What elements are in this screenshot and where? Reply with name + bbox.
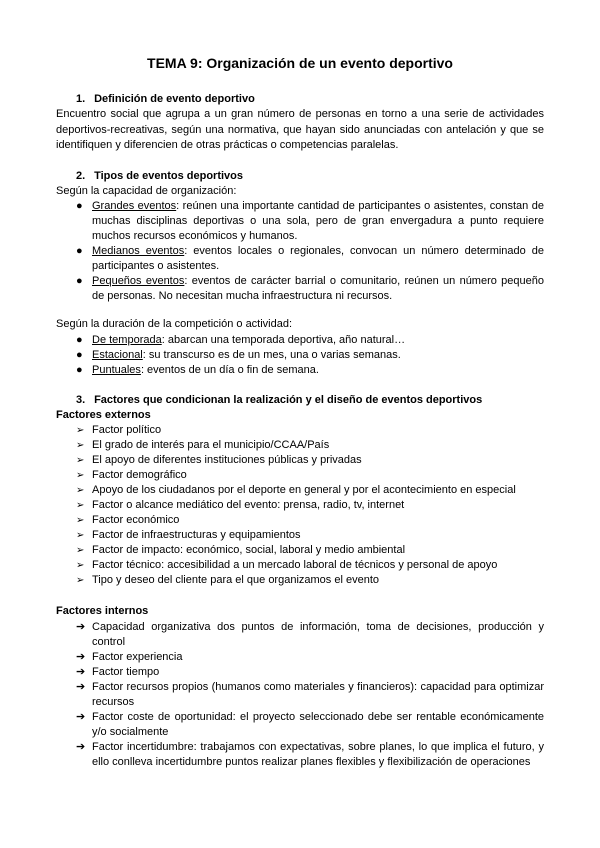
section-2-number: 2.	[76, 169, 86, 182]
list-item	[56, 333, 544, 348]
arrow-right-icon: ➔	[76, 665, 86, 678]
bullet-icon: ●	[76, 275, 83, 287]
list-item	[56, 558, 544, 573]
list-item	[56, 274, 544, 304]
list-item	[56, 348, 544, 363]
arrow-right-icon: ➔	[76, 680, 86, 693]
section-1-title: Definición de evento deportivo	[94, 93, 255, 105]
term: De temporada	[92, 333, 162, 346]
list-item	[56, 453, 544, 468]
bullet-icon: ●	[76, 200, 83, 212]
item-text: Capacidad organizativa dos puntos de información, toma de decisiones, producción y control	[92, 620, 544, 648]
section-1-number: 1.	[76, 93, 86, 105]
item-text: Factor recursos propios (humanos como materiales y financieros): capacidad para optimizar recursos	[92, 680, 544, 708]
org-list	[56, 199, 544, 304]
arrowhead-icon: ➢	[76, 455, 85, 466]
arrow-right-icon: ➔	[76, 710, 86, 723]
term: Pequeños eventos	[92, 275, 185, 287]
item-text: El apoyo de diferentes instituciones públicas y privadas	[92, 454, 362, 466]
list-item	[56, 620, 544, 650]
item-text: Factor o alcance mediático del evento: prensa, radio, tv, internet	[92, 499, 405, 511]
list-item	[56, 199, 544, 244]
arrowhead-icon: ➢	[76, 515, 85, 526]
list-item	[56, 543, 544, 558]
arrowhead-icon: ➢	[76, 530, 85, 541]
item-text: Factor de impacto: económico, social, laboral y medio ambiental	[92, 544, 406, 556]
org-intro: Según la capacidad de organización:	[56, 184, 237, 197]
arrowhead-icon: ➢	[76, 440, 85, 451]
arrowhead-icon: ➢	[76, 545, 85, 556]
section-1-definition: Encuentro social que agrupa a un gran número de personas en torno a una serie de actividades deportivos-recreativas, según una normativa, que hayan sido anunciadas con antelación y que se identifiquen y diferencien de otras prácticas o competencias paralelas.	[56, 108, 544, 151]
arrowhead-icon: ➢	[76, 575, 85, 586]
arrowhead-icon: ➢	[76, 560, 85, 571]
arrowhead-icon: ➢	[76, 485, 85, 496]
section-3-number: 3.	[76, 393, 86, 406]
external-factors-heading: Factores externos	[56, 408, 151, 421]
arrowhead-icon: ➢	[76, 500, 85, 511]
bullet-icon: ●	[76, 348, 83, 361]
item-text: Factor técnico: accesibilidad a un mercado laboral de técnicos y personal de apoyo	[92, 559, 498, 571]
external-factors-list	[56, 423, 544, 588]
list-item	[56, 244, 544, 274]
section-2-heading	[56, 170, 544, 182]
item-text: Factor económico	[92, 514, 180, 526]
arrow-right-icon: ➔	[76, 740, 86, 753]
term: Grandes eventos	[92, 200, 177, 212]
item-text: Factor incertidumbre: trabajamos con expectativas, sobre planes, lo que implica el futuro, y ello conlleva incertidumbre puntos realizar planes flexibles y flexibilización de operaciones	[92, 740, 544, 768]
arrow-right-icon: ➔	[76, 620, 86, 633]
item-text: El grado de interés para el municipio/CCAA/País	[92, 439, 330, 451]
duration-list	[56, 333, 544, 378]
description: : eventos locales o regionales, convocan un número determinado de participantes o asistentes.	[92, 245, 545, 272]
list-item	[56, 710, 544, 740]
section-3-title: Factores que condicionan la realización y el diseño de eventos deportivos	[94, 393, 483, 406]
section-3-heading	[56, 394, 544, 406]
list-item	[56, 363, 544, 378]
term: Puntuales	[92, 363, 141, 376]
item-text: Tipo y deseo del cliente para el que organizamos el evento	[92, 574, 379, 586]
list-item	[56, 483, 544, 498]
item-text: Apoyo de los ciudadanos por el deporte en general y por el acontecimiento en especial	[92, 484, 516, 496]
list-item	[56, 680, 544, 710]
item-text: Factor experiencia	[92, 650, 183, 663]
bullet-icon: ●	[76, 363, 83, 376]
duration-intro: Según la duración de la competición o actividad:	[56, 318, 293, 330]
list-item	[56, 438, 544, 453]
list-item	[56, 498, 544, 513]
list-item	[56, 468, 544, 483]
description: : su transcurso es de un mes, una o varias semanas.	[142, 348, 401, 361]
list-item	[56, 650, 544, 665]
description: : abarcan una temporada deportiva, año natural…	[161, 333, 406, 346]
bullet-icon: ●	[76, 333, 83, 346]
item-text: Factor demográfico	[92, 469, 187, 481]
list-item	[56, 665, 544, 680]
item-text: Factor político	[92, 424, 162, 436]
document-title: TEMA 9: Organización de un evento deportivo	[147, 55, 453, 71]
item-text: Factor coste de oportunidad: el proyecto seleccionado debe ser rentable económicamente y/o socialmente	[92, 710, 544, 738]
item-text: Factor de infraestructuras y equipamientos	[92, 529, 301, 541]
internal-factors-heading: Factores internos	[56, 605, 149, 617]
description: : eventos de carácter barrial o comunitario, reúnen un número pequeño de personas. No necesitan mucha infraestructura ni recursos.	[92, 275, 544, 302]
bullet-icon: ●	[76, 245, 83, 257]
section-1-heading	[56, 93, 544, 105]
term: Estacional	[92, 348, 143, 361]
term: Medianos eventos	[92, 245, 185, 257]
item-text: Factor tiempo	[92, 665, 160, 678]
description: : eventos de un día o fin de semana.	[140, 363, 319, 376]
list-item	[56, 513, 544, 528]
section-2-title: Tipos de eventos deportivos	[94, 169, 244, 182]
list-item	[56, 573, 544, 588]
description: : reúnen una importante cantidad de participantes o asistentes, constan de muchas disciplinas deportivas o una sola, pero de gran envergadura a punto requiere muchos recursos económicos y humanos.	[92, 200, 544, 242]
arrowhead-icon: ➢	[76, 425, 85, 436]
arrow-right-icon: ➔	[76, 650, 86, 663]
list-item	[56, 528, 544, 543]
internal-factors-list	[56, 620, 544, 770]
arrowhead-icon: ➢	[76, 470, 85, 481]
list-item	[56, 740, 544, 770]
list-item	[56, 423, 544, 438]
